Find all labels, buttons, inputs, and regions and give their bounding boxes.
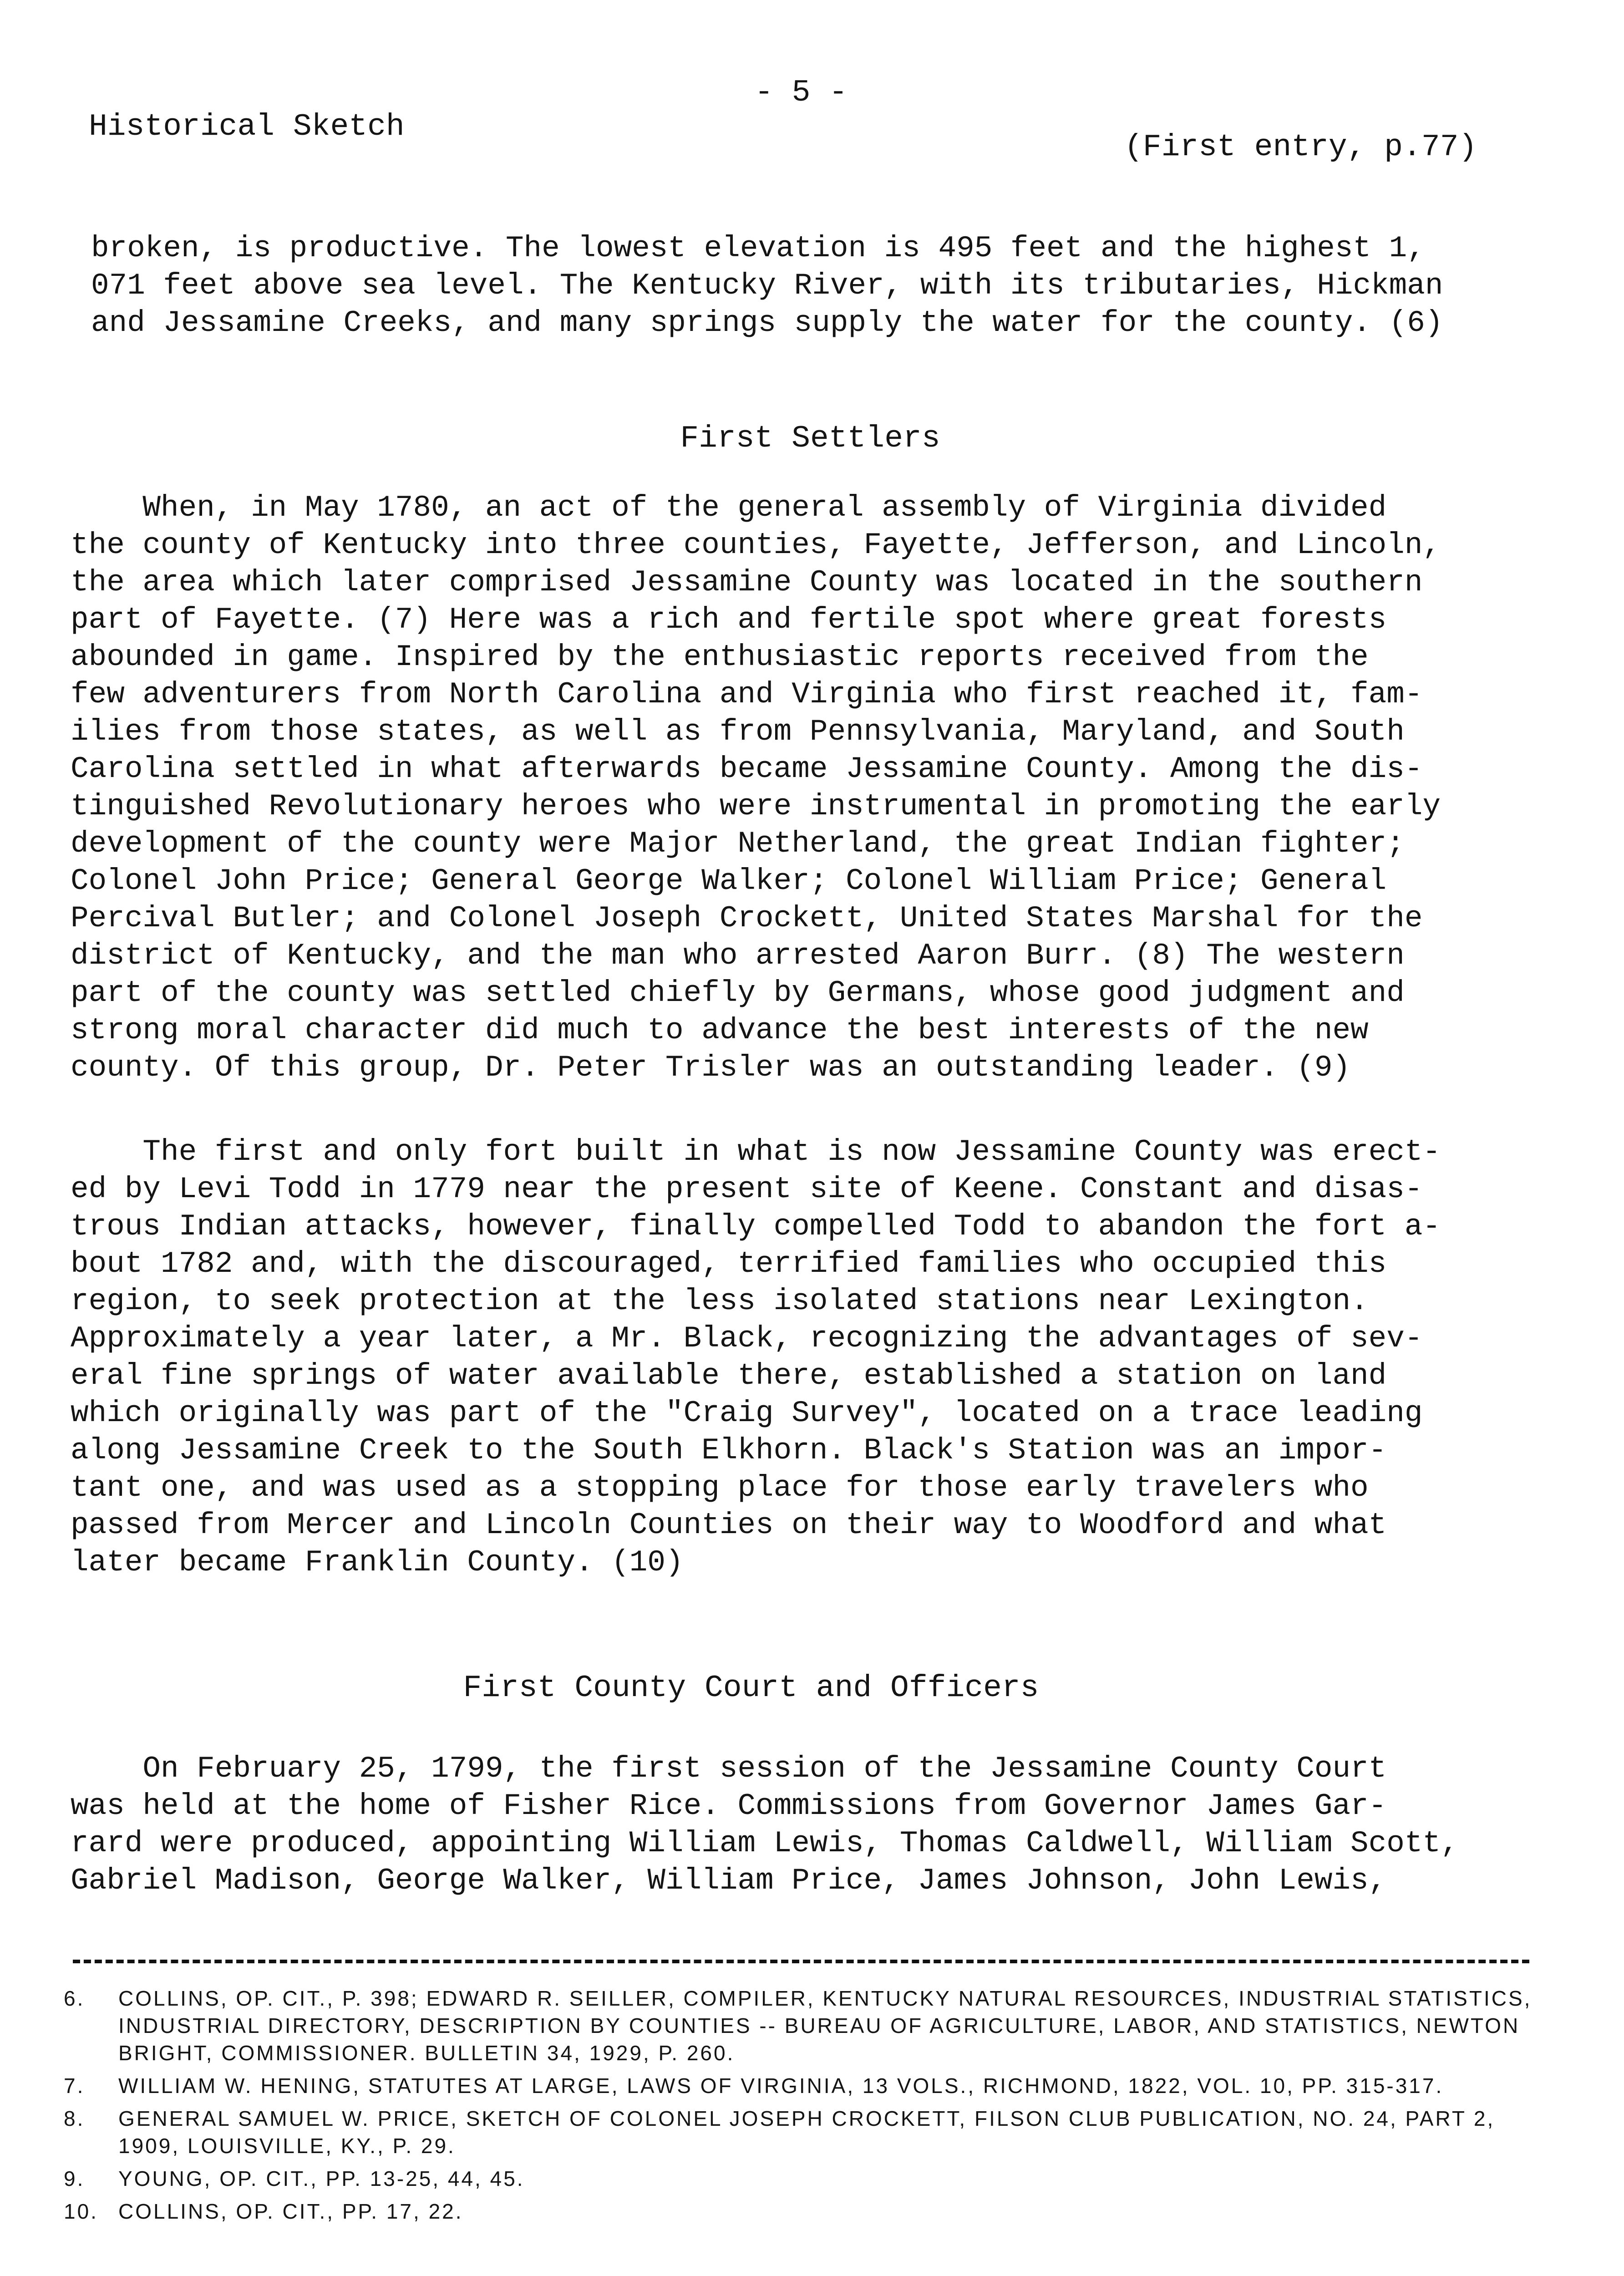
paragraph-line: bout 1782 and, with the discouraged, terrified families who occupied this (71, 1247, 1387, 1281)
paragraph-line: few adventurers from North Carolina and Virginia who first reached it, fam- (71, 677, 1423, 711)
footnote (64, 2198, 1543, 2225)
footnote-number: 7. (64, 2074, 85, 2098)
paragraph-line: the county of Kentucky into three counties, Fayette, Jefferson, and Lincoln, (71, 528, 1441, 562)
paragraph-line: 071 feet above sea level. The Kentucky River, with its tributaries, Hickman (91, 269, 1443, 303)
paragraph-line: along Jessamine Creek to the South Elkhorn. Black's Station was an impor- (71, 1433, 1387, 1468)
footnote-text: WILLIAM W. HENING, STATUTES AT LARGE, LAWS OF VIRGINIA, 13 VOLS., RICHMOND, 1822, VOL. 10, PP. 315-317. (118, 2074, 1444, 2098)
footnote (64, 2105, 1543, 2159)
paragraph-line: region, to seek protection at the less isolated stations near Lexington. (71, 1284, 1369, 1318)
paragraph-line: was held at the home of Fisher Rice. Commissions from Governor James Gar- (71, 1789, 1387, 1823)
footnotes (64, 1985, 1543, 2230)
entry-reference: (First entry, p.77) (1124, 130, 1477, 165)
footnote-text: GENERAL SAMUEL W. PRICE, SKETCH OF COLONEL JOSEPH CROCKETT, FILSON CLUB PUBLICATION, NO. 24, PART 2, 1909, LOUISVILLE, KY., P. 29. (118, 2107, 1495, 2158)
paragraph-line: tant one, and was used as a stopping place for those early travelers who (71, 1471, 1369, 1505)
paragraph-county-court-1 (71, 1750, 1459, 1900)
paragraph-line: strong moral character did much to advance the best interests of the new (71, 1013, 1369, 1047)
paragraph-line: Approximately a year later, a Mr. Black, recognizing the advantages of sev- (71, 1321, 1423, 1356)
paragraph-line: eral fine springs of water available there, established a station on land (71, 1359, 1387, 1393)
footnote-number: 6. (64, 1986, 85, 2010)
paragraph-line: trous Indian attacks, however, finally compelled Todd to abandon the fort a- (71, 1209, 1441, 1244)
page-number: - 5 - (754, 75, 848, 110)
paragraph-line: Percival Butler; and Colonel Joseph Crockett, United States Marshal for the (71, 901, 1423, 935)
running-head: Historical Sketch (89, 109, 405, 144)
paragraph-line: Colonel John Price; General George Walker; Colonel William Price; General (71, 864, 1387, 898)
paragraph-line: tinguished Revolutionary heroes who were instrumental in promoting the early (71, 789, 1441, 823)
footnote-text: COLLINS, OP. CIT., PP. 17, 22. (118, 2200, 463, 2223)
paragraph-line: ilies from those states, as well as from Pennsylvania, Maryland, and South (71, 715, 1405, 749)
footnote (64, 2072, 1543, 2099)
paragraph-line: and Jessamine Creeks, and many springs supply the water for the county. (6) (91, 306, 1443, 340)
section-heading-first-settlers: First Settlers (680, 421, 940, 456)
footnote-text: COLLINS, OP. CIT., P. 398; EDWARD R. SEILLER, COMPILER, KENTUCKY NATURAL RESOURCES, INDUSTRIAL STATISTICS, INDUSTRIAL DIRECTORY, DESCRIPTION BY COUNTIES -- BUREAU OF AGRICULTURE, LABOR, AND STATISTICS, NEWTON BRIGHT, COMMISSIONER. BULLETIN 34, 1929, P. 260. (118, 1986, 1532, 2065)
paragraph-line: county. Of this group, Dr. Peter Trisler was an outstanding leader. (9) (71, 1051, 1351, 1085)
footnote-number: 8. (64, 2107, 85, 2130)
paragraph-line: The first and only fort built in what is now Jessamine County was erect- (71, 1135, 1441, 1169)
paragraph-line: Gabriel Madison, George Walker, William Price, James Johnson, John Lewis, (71, 1864, 1387, 1898)
paragraph-line: Carolina settled in what afterwards became Jessamine County. Among the dis- (71, 752, 1423, 786)
intro-paragraph (91, 230, 1443, 342)
paragraph-line: When, in May 1780, an act of the general assembly of Virginia divided (71, 491, 1387, 525)
paragraph-line: On February 25, 1799, the first session of the Jessamine County Court (71, 1752, 1387, 1786)
paragraph-line: later became Franklin County. (10) (71, 1545, 684, 1580)
footnote (64, 1985, 1543, 2067)
paragraph-line: part of the county was settled chiefly by Germans, whose good judgment and (71, 976, 1405, 1010)
footnote-number: 9. (64, 2167, 85, 2190)
footnote (64, 2165, 1543, 2192)
paragraph-line: which originally was part of the "Craig Survey", located on a trace leading (71, 1396, 1423, 1430)
paragraph-line: abounded in game. Inspired by the enthusiastic reports received from the (71, 640, 1369, 674)
section-heading-first-county-court: First County Court and Officers (463, 1671, 1039, 1706)
paragraph-line: rard were produced, appointing William Lewis, Thomas Caldwell, William Scott, (71, 1826, 1459, 1860)
paragraph-line: part of Fayette. (7) Here was a rich and fertile spot where great forests (71, 603, 1387, 637)
paragraph-line: the area which later comprised Jessamine County was located in the southern (71, 565, 1423, 599)
footnote-text: YOUNG, OP. CIT., PP. 13-25, 44, 45. (118, 2167, 525, 2190)
paragraph-line: district of Kentucky, and the man who arrested Aaron Burr. (8) The western (71, 939, 1405, 973)
paragraph-first-settlers-1 (71, 489, 1441, 1087)
footnote-number: 10. (64, 2200, 98, 2223)
footnote-divider (73, 1960, 1529, 1963)
paragraph-line: ed by Levi Todd in 1779 near the present site of Keene. Constant and disas- (71, 1172, 1423, 1206)
paragraph-first-settlers-2 (71, 1133, 1441, 1581)
paragraph-line: development of the county were Major Netherland, the great Indian fighter; (71, 827, 1405, 861)
paragraph-line: passed from Mercer and Lincoln Counties on their way to Woodford and what (71, 1508, 1387, 1542)
paragraph-line: broken, is productive. The lowest elevation is 495 feet and the highest 1, (91, 231, 1425, 265)
